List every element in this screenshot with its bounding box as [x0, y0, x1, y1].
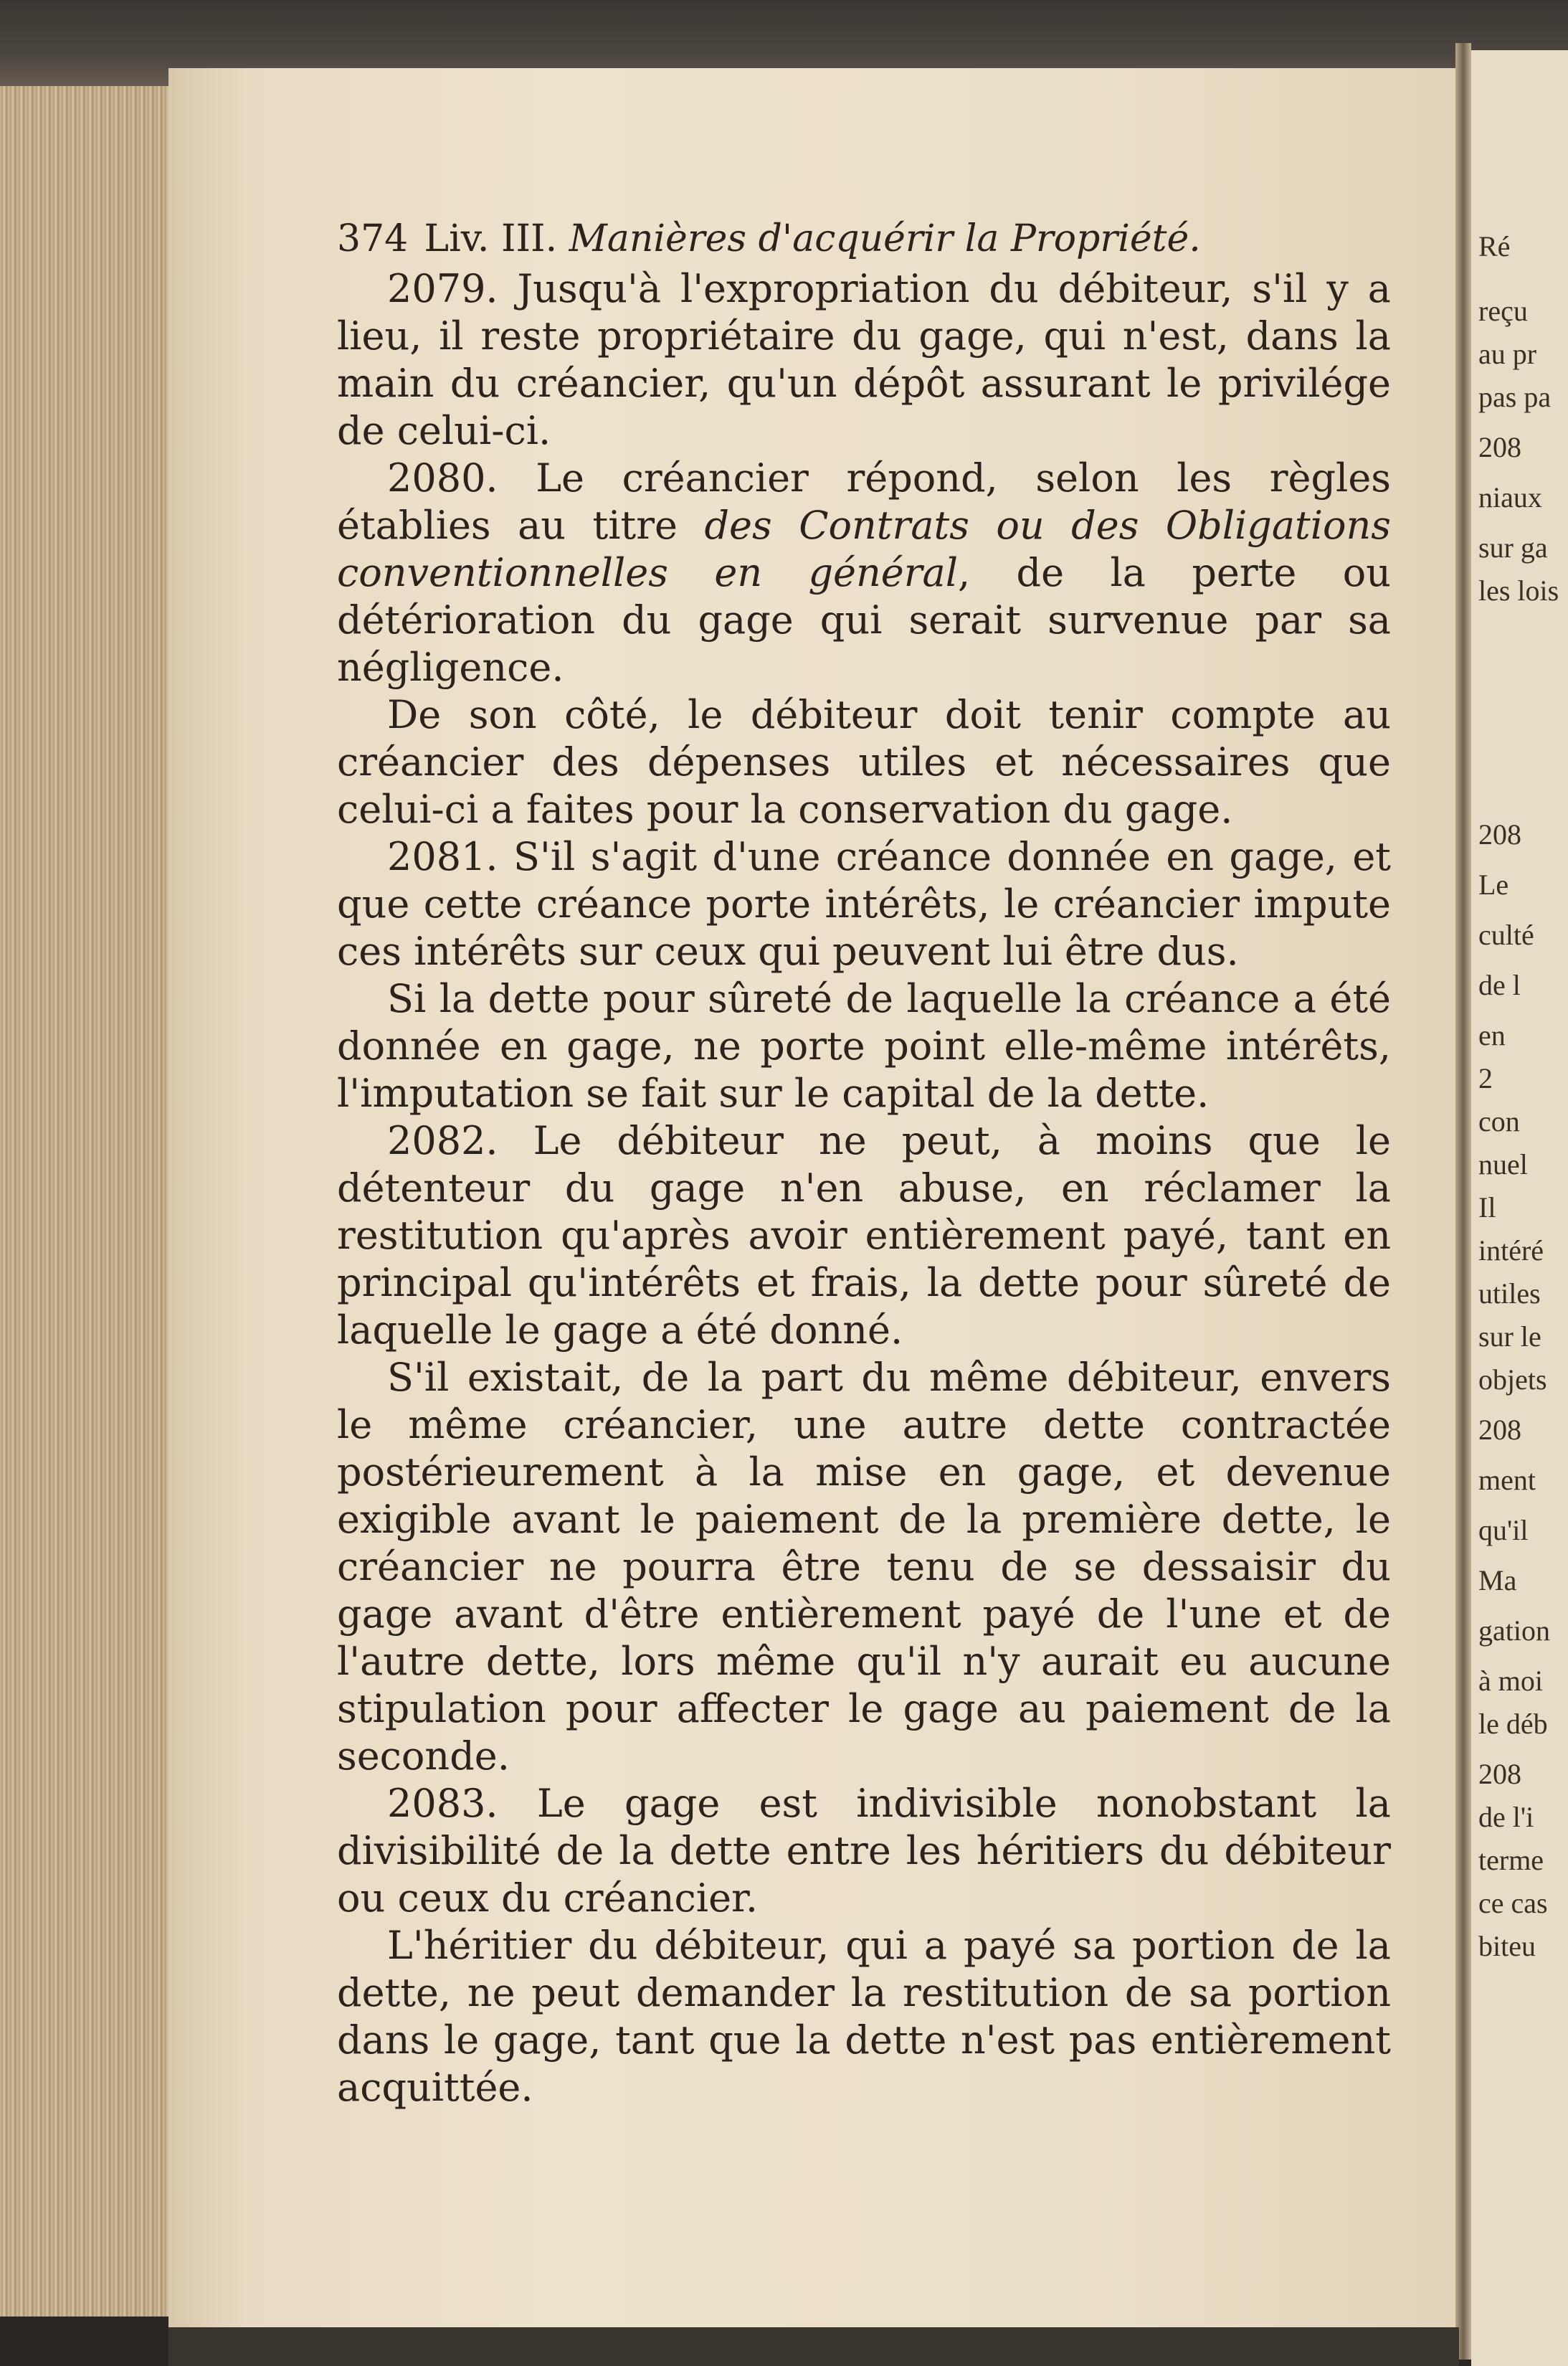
paragraph-text: Le gage est indivisible nonobstant la divisibilité de la dette entre les héritiers du débiteur ou ceux du créancier. [337, 1781, 1392, 1921]
paragraph-text: S'il s'agit d'une créance donnée en gage, et que cette créance porte intérêts, le créancier impute ces intérêts sur ceux qui peuvent lui être dus. [337, 834, 1391, 974]
right-page-text-fragment: de l'i [1478, 1801, 1534, 1833]
bottom-shadow [168, 2327, 1459, 2366]
right-page-text-fragment: qu'il [1478, 1514, 1529, 1546]
article-number: 2081. [387, 834, 498, 879]
right-page-text-fragment: Ma [1478, 1564, 1517, 1596]
right-page-text-fragment: de l [1478, 969, 1521, 1001]
book-label: Liv. III. [424, 217, 558, 260]
right-page-text-fragment: les lois [1478, 574, 1559, 607]
right-page-text-fragment: Il [1478, 1191, 1496, 1224]
right-page-text-fragment: le déb [1478, 1708, 1548, 1740]
book-page-edges [0, 86, 171, 2317]
right-page-text-fragment: au pr [1478, 338, 1537, 370]
right-page-text-fragment: pas pa [1478, 381, 1552, 413]
paragraph-2080-b [337, 691, 1391, 833]
right-page-text-fragment: à moi [1478, 1665, 1543, 1697]
paragraph-text: De son côté, le débiteur doit tenir compte au créancier des dépenses utiles et nécessaires que celui-ci a faites pour la conservation du gage. [337, 692, 1391, 832]
paragraph-text: , de la perte ou détérioration du gage qui serait survenue par sa négligence. [337, 550, 1391, 690]
paragraph-2081 [337, 833, 1391, 975]
right-page-text-fragment: reçu [1478, 295, 1528, 327]
book-gutter [1455, 43, 1471, 2360]
right-page-text-fragment: niaux [1478, 481, 1542, 514]
paragraph-text: Jusqu'à l'expropriation du débiteur, s'il y a lieu, il reste propriétaire du gage, qui n'est, dans la main du créancier, qu'un dépôt assurant le privilége de celui-ci. [337, 266, 1391, 453]
right-page-text-fragment: 208 [1478, 431, 1521, 463]
running-header [337, 215, 1391, 265]
paragraph-2082-b [337, 1354, 1391, 1780]
paragraph-text: Si la dette pour sûreté de laquelle la créance a été donnée en gage, ne porte point elle-même intérêts, l'imputation se fait sur le capital de la dette. [337, 976, 1391, 1116]
right-page-text-fragment: Ré [1478, 230, 1511, 262]
page-text [337, 215, 1391, 2111]
page-number: 374 [337, 217, 409, 260]
right-page-text-fragment: en [1478, 1019, 1506, 1051]
right-page-text-fragment: biteu [1478, 1930, 1536, 1962]
right-page-text-fragment: terme [1478, 1844, 1544, 1876]
article-number: 2079. [387, 266, 498, 311]
right-page-fragment [1471, 50, 1568, 2366]
paragraph-2079 [337, 265, 1391, 455]
article-number: 2083. [387, 1781, 498, 1826]
right-page-text-fragment: 208 [1478, 1414, 1521, 1446]
paragraph-text: L'héritier du débiteur, qui a payé sa portion de la dette, ne peut demander la restitution de sa portion dans le gage, tant que la dette n'est pas entièrement acquittée. [337, 1923, 1391, 2110]
right-page-text-fragment: 208 [1478, 1758, 1521, 1790]
right-page-text-fragment: utiles [1478, 1277, 1541, 1310]
paragraph-2081-b [337, 975, 1391, 1117]
right-page-text-fragment: 2 [1478, 1062, 1493, 1094]
right-page-text-fragment: 208 [1478, 818, 1521, 851]
right-page-text-fragment: culté [1478, 919, 1534, 951]
chapter-title: Manières d'acquérir la Propriété. [569, 217, 1201, 260]
right-page-text-fragment: intéré [1478, 1234, 1544, 1267]
right-page-text-fragment: ment [1478, 1464, 1536, 1496]
paragraph-2083-b [337, 1922, 1391, 2111]
right-page-text-fragment: nuel [1478, 1148, 1528, 1180]
paragraph-text: Le débiteur ne peut, à moins que le détenteur du gage n'en abuse, en réclamer la restitution qu'après avoir entièrement payé, tant en principal qu'intérêts et frais, la dette pour sûreté de laquelle le gage a été donné. [337, 1118, 1391, 1353]
right-page-text-fragment: Le [1478, 869, 1509, 901]
paragraph-2083 [337, 1780, 1391, 1922]
article-number: 2080. [387, 455, 498, 501]
right-page-text-fragment: con [1478, 1105, 1520, 1137]
paragraph-text: S'il existait, de la part du même débiteur, envers le même créancier, une autre dette contractée postérieurement à la mise en gage, et devenue exigible avant le paiement de la première dette, le créancier ne pourra être tenu de se dessaisir du gage avant d'être entièrement payé de l'une et de l'autre dette, lors même qu'il n'y aurait eu aucune stipulation pour affecter le gage au paiement de la seconde. [337, 1355, 1391, 1779]
paragraph-2082 [337, 1117, 1391, 1354]
right-page-text-fragment: sur le [1478, 1320, 1541, 1353]
right-page-text-fragment: objets [1478, 1363, 1547, 1396]
right-page-text-fragment: gation [1478, 1614, 1550, 1647]
paragraph-text: Le créancier répond, selon les règles établies au titre [337, 455, 1392, 548]
paragraph-italic-title: des Contrats ou des Obligations conventionnelles en général [337, 503, 1391, 595]
right-page-text-fragment: ce cas [1478, 1887, 1548, 1919]
right-page-text-fragment: sur ga [1478, 531, 1548, 564]
paragraph-2080 [337, 455, 1391, 691]
article-number: 2082. [387, 1118, 498, 1163]
